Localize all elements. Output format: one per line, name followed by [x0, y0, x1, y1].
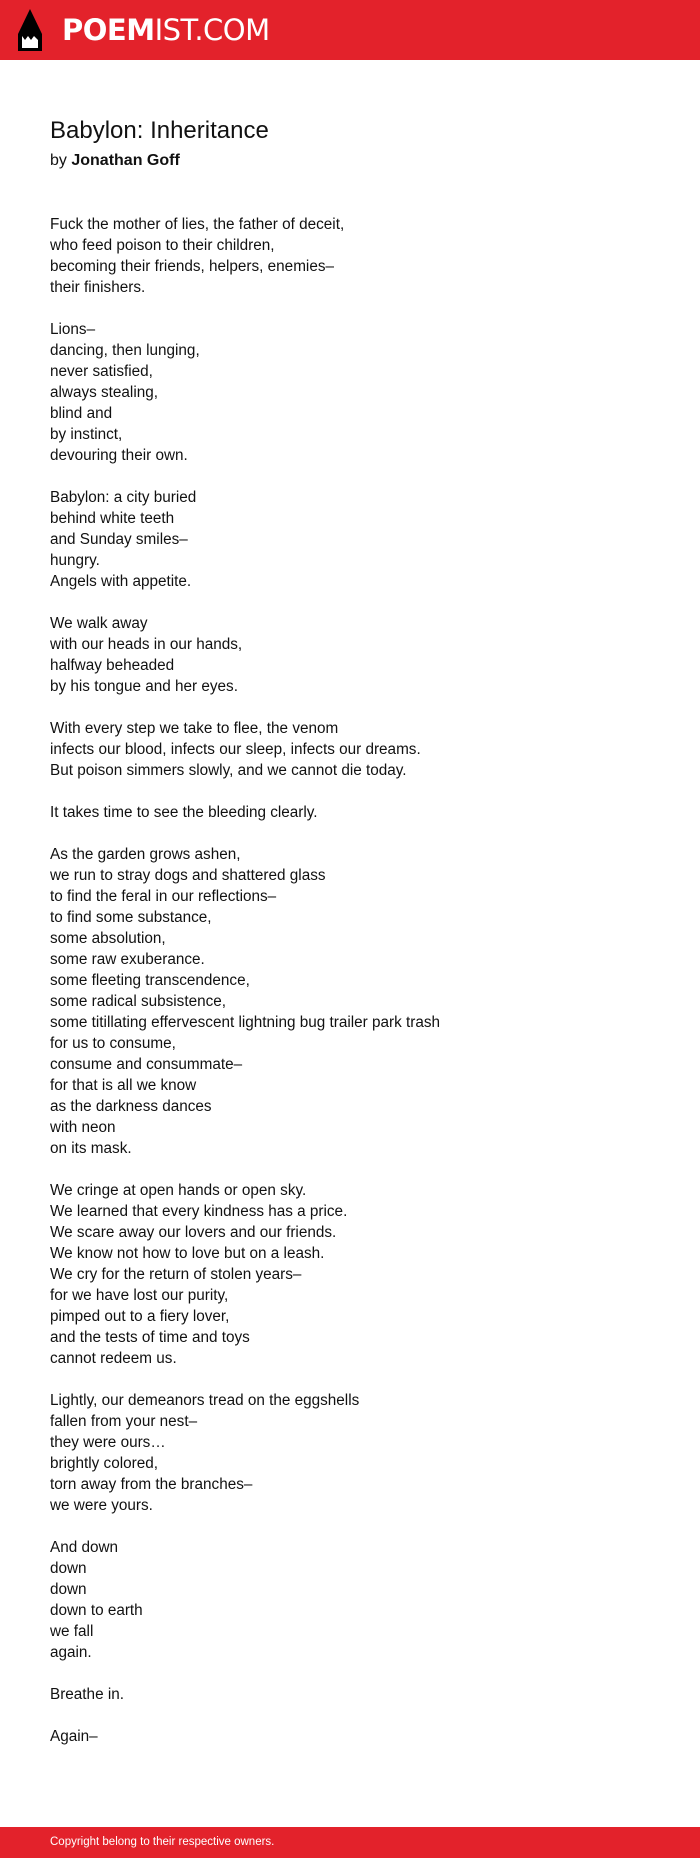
- poem-line: As the garden grows ashen,: [50, 846, 241, 863]
- poem-line: some titillating effervescent lightning bug trailer park trash: [50, 1014, 440, 1031]
- poem-line: again.: [50, 1644, 92, 1661]
- poem-line: for we have lost our purity,: [50, 1287, 229, 1304]
- poem-line: And down: [50, 1539, 119, 1556]
- poem-line: We scare away our lovers and our friends.: [50, 1224, 337, 1241]
- poem-line: becoming their friends, helpers, enemies–: [50, 258, 334, 275]
- by-label: by: [50, 152, 67, 169]
- poem-line: and Sunday smiles–: [50, 531, 188, 548]
- poem-line: some absolution,: [50, 930, 166, 947]
- poem-line: down: [50, 1560, 87, 1577]
- poem-line: We cringe at open hands or open sky.: [50, 1182, 307, 1199]
- poem-line: to find the feral in our reflections–: [50, 888, 277, 905]
- author-name[interactable]: Jonathan Goff: [71, 152, 180, 169]
- site-header: [0, 0, 700, 60]
- poem-stanza: [50, 1684, 650, 1705]
- poem-line: torn away from the branches–: [50, 1476, 253, 1493]
- poem-line: fallen from your nest–: [50, 1413, 198, 1430]
- poem-line: we run to stray dogs and shattered glass: [50, 867, 326, 884]
- poem-line: we fall: [50, 1623, 94, 1640]
- poem-line: Lions–: [50, 321, 96, 338]
- poem-line: always stealing,: [50, 384, 158, 401]
- poem-line: Angels with appetite.: [50, 573, 192, 590]
- poem-stanza: [50, 844, 650, 1159]
- poem-line: with our heads in our hands,: [50, 636, 243, 653]
- poem-line: devouring their own.: [50, 447, 188, 464]
- poem-line: We learned that every kindness has a price.: [50, 1203, 348, 1220]
- poem-line: hungry.: [50, 552, 100, 569]
- poem-stanza: [50, 802, 650, 823]
- poem-stanza: [50, 1390, 650, 1516]
- pencil-logo-icon[interactable]: [17, 9, 43, 51]
- poem-line: With every step we take to flee, the venom: [50, 720, 339, 737]
- poem-line: cannot redeem us.: [50, 1350, 177, 1367]
- poem-line: some fleeting transcendence,: [50, 972, 250, 989]
- poem-line: Fuck the mother of lies, the father of deceit,: [50, 216, 345, 233]
- logo-text-light: IST.COM: [154, 13, 270, 47]
- poem-stanza: [50, 1537, 650, 1663]
- poem-line: It takes time to see the bleeding clearly.: [50, 804, 318, 821]
- poem-line: consume and consummate–: [50, 1056, 243, 1073]
- poem-line: blind and: [50, 405, 113, 422]
- poem-stanza: [50, 214, 650, 298]
- poem-line: brightly colored,: [50, 1455, 158, 1472]
- poem-line: We walk away: [50, 615, 148, 632]
- poem-title: Babylon: Inheritance: [50, 117, 269, 144]
- poem-line: Again–: [50, 1728, 98, 1745]
- poem-line: dancing, then lunging,: [50, 342, 200, 359]
- poem-line: for us to consume,: [50, 1035, 176, 1052]
- poem-line: as the darkness dances: [50, 1098, 212, 1115]
- poem-article: [50, 113, 650, 1768]
- site-footer: [0, 1827, 700, 1858]
- poem-line: Babylon: a city buried: [50, 489, 197, 506]
- poem-line: We cry for the return of stolen years–: [50, 1266, 302, 1283]
- site-logo[interactable]: [62, 11, 270, 49]
- poem-line: halfway beheaded: [50, 657, 175, 674]
- poem-line: on its mask.: [50, 1140, 132, 1157]
- poem-line: by his tongue and her eyes.: [50, 678, 238, 695]
- poem-line: for that is all we know: [50, 1077, 197, 1094]
- poem-line: down to earth: [50, 1602, 143, 1619]
- copyright-text: Copyright belong to their respective owners.: [50, 1836, 275, 1848]
- poem-stanza: [50, 1180, 650, 1369]
- poem-line: Lightly, our demeanors tread on the eggshells: [50, 1392, 360, 1409]
- poem-stanza: [50, 487, 650, 592]
- poem-line: some raw exuberance.: [50, 951, 205, 968]
- poem-line: their finishers.: [50, 279, 146, 296]
- poem-line: behind white teeth: [50, 510, 175, 527]
- poem-line: by instinct,: [50, 426, 123, 443]
- poem-line: But poison simmers slowly, and we cannot die today.: [50, 762, 407, 779]
- poem-line: never satisfied,: [50, 363, 153, 380]
- poem-line: to find some substance,: [50, 909, 212, 926]
- poem-stanza: [50, 1726, 650, 1747]
- poem-line: with neon: [50, 1119, 116, 1136]
- logo-text-bold: POEM: [62, 13, 155, 47]
- poem-stanza: [50, 718, 650, 781]
- poem-stanza: [50, 319, 650, 466]
- poem-line: who feed poison to their children,: [50, 237, 275, 254]
- poem-line: some radical subsistence,: [50, 993, 226, 1010]
- poem-line: and the tests of time and toys: [50, 1329, 250, 1346]
- poem-body: [50, 214, 650, 1747]
- byline: [50, 149, 650, 173]
- poem-line: infects our blood, infects our sleep, infects our dreams.: [50, 741, 421, 758]
- poem-line: pimped out to a fiery lover,: [50, 1308, 230, 1325]
- poem-stanza: [50, 613, 650, 697]
- poem-line: we were yours.: [50, 1497, 153, 1514]
- poem-line: down: [50, 1581, 87, 1598]
- poem-line: Breathe in.: [50, 1686, 124, 1703]
- poem-line: We know not how to love but on a leash.: [50, 1245, 325, 1262]
- poem-line: they were ours…: [50, 1434, 166, 1451]
